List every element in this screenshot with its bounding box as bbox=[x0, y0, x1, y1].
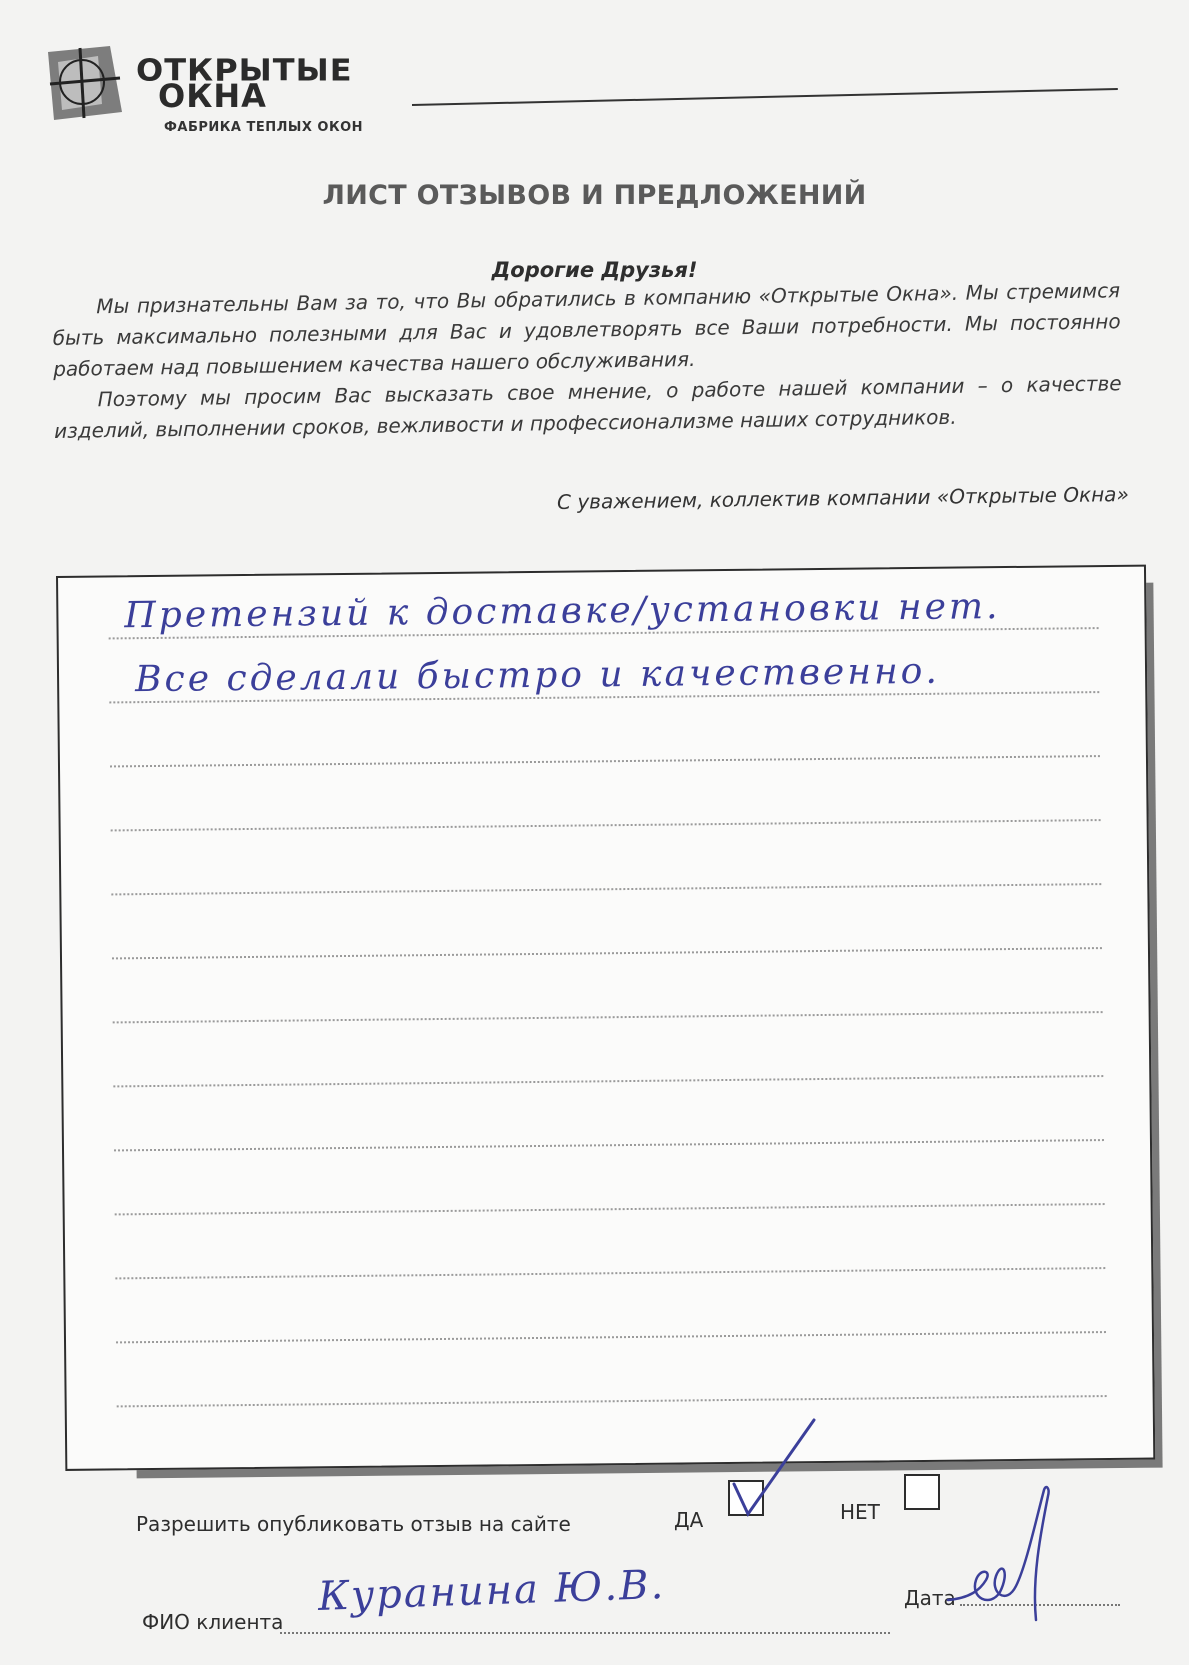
ruled-line bbox=[117, 1395, 1107, 1407]
client-name-field[interactable]: Куранина Ю.В. bbox=[317, 1561, 666, 1621]
logo-tagline: ФАБРИКА ТЕПЛЫХ ОКОН bbox=[164, 120, 364, 135]
logo-text-line1: ОТКРЫТЫЕ bbox=[136, 51, 353, 89]
ruled-line bbox=[112, 947, 1102, 959]
feedback-line-2: Все сделали быстро и качественно. bbox=[134, 650, 940, 701]
ruled-line bbox=[115, 1267, 1105, 1279]
ruled-line bbox=[110, 755, 1100, 767]
logo-text-line2: ОКНА bbox=[158, 77, 267, 115]
intro-text bbox=[52, 275, 1122, 447]
publish-consent-label: Разрешить опубликовать отзыв на сайте bbox=[136, 1512, 571, 1536]
yes-label: ДА bbox=[674, 1508, 704, 1532]
header-divider bbox=[412, 88, 1118, 106]
signature-icon bbox=[940, 1480, 1070, 1630]
client-name-line bbox=[280, 1632, 890, 1634]
intro-paragraph-1: Мы признательны Вам за то, что Вы обратились в компанию «Открытые Окна». Мы стремимся быть максимально полезными для Вас и удовлетворять все Ваши потребности. Мы постоянно работаем над повышением качества нашего обслуживания. bbox=[52, 278, 1121, 381]
ruled-line bbox=[111, 819, 1101, 831]
ruled-line bbox=[111, 883, 1101, 895]
signoff: С уважением, коллектив компании «Открытые Окна» bbox=[557, 482, 1130, 514]
checkmark-icon bbox=[714, 1414, 824, 1524]
ruled-line bbox=[113, 1011, 1103, 1023]
window-logo-icon bbox=[40, 42, 130, 122]
feedback-line-1: Претензий к доставке/установки нет. bbox=[124, 586, 1001, 637]
no-checkbox[interactable] bbox=[904, 1474, 940, 1510]
ruled-line bbox=[116, 1331, 1106, 1343]
comment-box[interactable] bbox=[56, 565, 1155, 1471]
ruled-line bbox=[113, 1075, 1103, 1087]
ruled-line bbox=[115, 1203, 1105, 1215]
no-label: НЕТ bbox=[840, 1500, 880, 1524]
page-title: ЛИСТ ОТЗЫВОВ И ПРЕДЛОЖЕНИЙ bbox=[322, 180, 867, 211]
ruled-line bbox=[114, 1139, 1104, 1151]
date-label: Дата bbox=[904, 1586, 956, 1610]
company-logo bbox=[40, 42, 380, 137]
client-name-label: ФИО клиента bbox=[142, 1610, 284, 1634]
greeting: Дорогие Друзья! bbox=[491, 258, 698, 282]
intro-paragraph-2: Поэтому мы просим Вас высказать свое мнение, о работе нашей компании – о качестве изделий, выполнении сроков, вежливости и профессионализме наших сотрудников. bbox=[53, 371, 1122, 443]
